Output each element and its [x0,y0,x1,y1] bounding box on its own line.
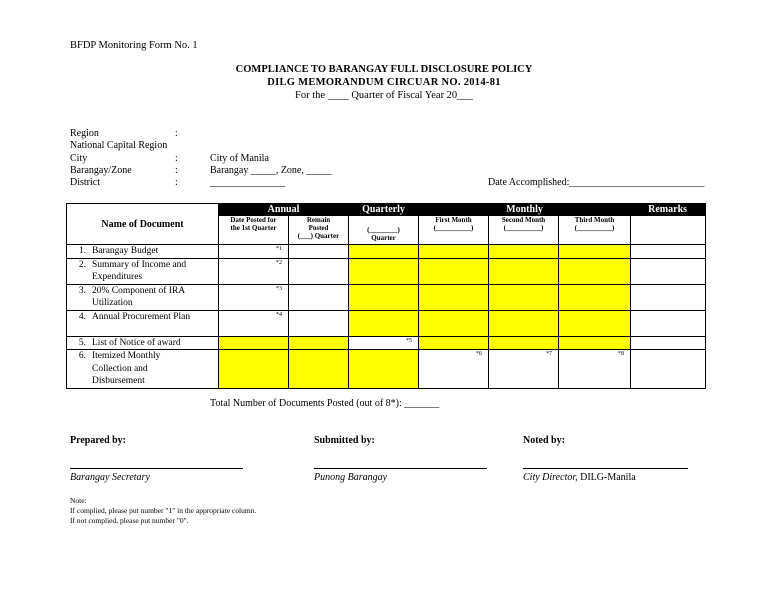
region-colon: : [175,128,178,139]
memo-circular: DILG MEMORANDUM CIRCUAR NO. 2014-81 [267,77,501,88]
quarterly-cell[interactable] [349,284,419,310]
third-month-cell[interactable] [559,258,631,284]
document-name: 2. Summary of Income and Expenditures [67,258,219,284]
remain-posted-cell[interactable] [289,336,349,350]
prepared-role: Barangay Secretary [70,472,150,483]
quarterly-cell[interactable] [349,310,419,336]
second-month-cell[interactable]: *7 [489,350,559,389]
noted-signature-line[interactable] [523,468,688,469]
third-month-subheader: Third Month (__________) [559,216,631,245]
remain-posted-cell[interactable] [289,245,349,259]
table-row [67,350,706,389]
name-of-document-header: Name of Document [67,204,219,245]
table-row [67,284,706,310]
prepared-by-label: Prepared by: [70,435,127,446]
remarks-cell[interactable] [631,350,706,389]
city-colon: : [175,153,178,164]
quarterly-subheader: (________) Quarter [349,216,419,245]
annual-date-cell[interactable]: *2 [219,258,289,284]
second-month-cell[interactable] [489,310,559,336]
remarks-cell[interactable] [631,284,706,310]
annual-header: Annual [219,204,349,216]
district-value: _______________ [210,177,285,188]
annual-date-cell[interactable] [219,350,289,389]
remarks-cell[interactable] [631,258,706,284]
city-label: City [70,153,88,164]
annual-date-cell[interactable]: *4 [219,310,289,336]
document-name: 1. Barangay Budget [67,245,219,259]
remarks-cell[interactable] [631,336,706,350]
quarterly-cell[interactable] [349,245,419,259]
first-month-subheader: First Month (__________) [419,216,489,245]
barangay-row [70,165,331,176]
date-posted-subheader: Date Posted for the 1st Quarter [219,216,289,245]
monthly-header: Monthly [419,204,631,216]
table-row [67,336,706,350]
remarks-subheader [631,216,706,245]
remarks-cell[interactable] [631,310,706,336]
third-month-cell[interactable] [559,284,631,310]
annual-date-cell[interactable] [219,336,289,350]
submitted-by-label: Submitted by: [314,435,375,446]
barangay-label: Barangay/Zone [70,165,132,176]
table-row [67,245,706,259]
barangay-colon: : [175,165,178,176]
note-line-2: If not complied, please put number "0". [70,516,189,525]
document-name: 4. Annual Procurement Plan [67,310,219,336]
district-row [70,177,285,188]
compliance-table [66,203,706,389]
third-month-cell[interactable] [559,310,631,336]
noted-role: City Director, DILG-Manila [523,472,636,483]
barangay-value: Barangay _____, Zone, _____ [210,165,332,176]
remain-posted-cell[interactable] [289,284,349,310]
annual-date-cell[interactable]: *1 [219,245,289,259]
remain-posted-cell[interactable] [289,310,349,336]
form-number: BFDP Monitoring Form No. 1 [70,40,198,51]
third-month-cell[interactable] [559,336,631,350]
document-name: 3. 20% Component of IRA Utilization [67,284,219,310]
first-month-cell[interactable] [419,336,489,350]
submitted-role: Punong Barangay [314,472,388,483]
quarterly-cell[interactable] [349,258,419,284]
quarterly-cell[interactable]: *5 [349,336,419,350]
remain-posted-cell[interactable] [289,350,349,389]
document-name: 5. List of Notice of award [67,336,219,350]
total-documents-posted: Total Number of Documents Posted (out of 8*): _______ [210,398,440,409]
prepared-signature-line[interactable] [70,468,243,469]
third-month-cell[interactable]: *8 [559,350,631,389]
first-month-cell[interactable] [419,245,489,259]
remain-posted-cell[interactable] [289,258,349,284]
city-value: City of Manila [210,153,269,164]
second-month-cell[interactable] [489,258,559,284]
second-month-cell[interactable] [489,284,559,310]
city-row [70,153,269,164]
second-month-subheader: Second Month (__________) [489,216,559,245]
table-row [67,310,706,336]
table-row [67,258,706,284]
quarterly-cell[interactable] [349,350,419,389]
region-value: National Capital Region [70,140,168,151]
second-month-cell[interactable] [489,245,559,259]
submitted-signature-line[interactable] [314,468,487,469]
region-label: Region [70,128,99,139]
annual-date-cell[interactable]: *3 [219,284,289,310]
document-name: 6. Itemized Monthly Collection and Disbursement [67,350,219,389]
noted-by-label: Noted by: [523,435,565,446]
quarter-line: For the ____ Quarter of Fiscal Year 20___ [295,90,473,101]
district-colon: : [175,177,178,188]
region-row [70,128,210,139]
form-title: COMPLIANCE TO BARANGAY FULL DISCLOSURE POLICY [235,64,533,75]
first-month-cell[interactable] [419,284,489,310]
district-label: District [70,177,100,188]
first-month-cell[interactable] [419,258,489,284]
note-heading: Note: [70,496,87,505]
note-line-1: If complied, please put number "1" in the appropriate column. [70,506,257,515]
first-month-cell[interactable]: *6 [419,350,489,389]
first-month-cell[interactable] [419,310,489,336]
third-month-cell[interactable] [559,245,631,259]
remarks-header: Remarks [631,204,706,216]
remarks-cell[interactable] [631,245,706,259]
date-accomplished: Date Accomplished:___________________________ [488,177,705,188]
quarterly-header: Quarterly [349,204,419,216]
remain-posted-subheader: Remain Posted (___) Quarter [289,216,349,245]
second-month-cell[interactable] [489,336,559,350]
